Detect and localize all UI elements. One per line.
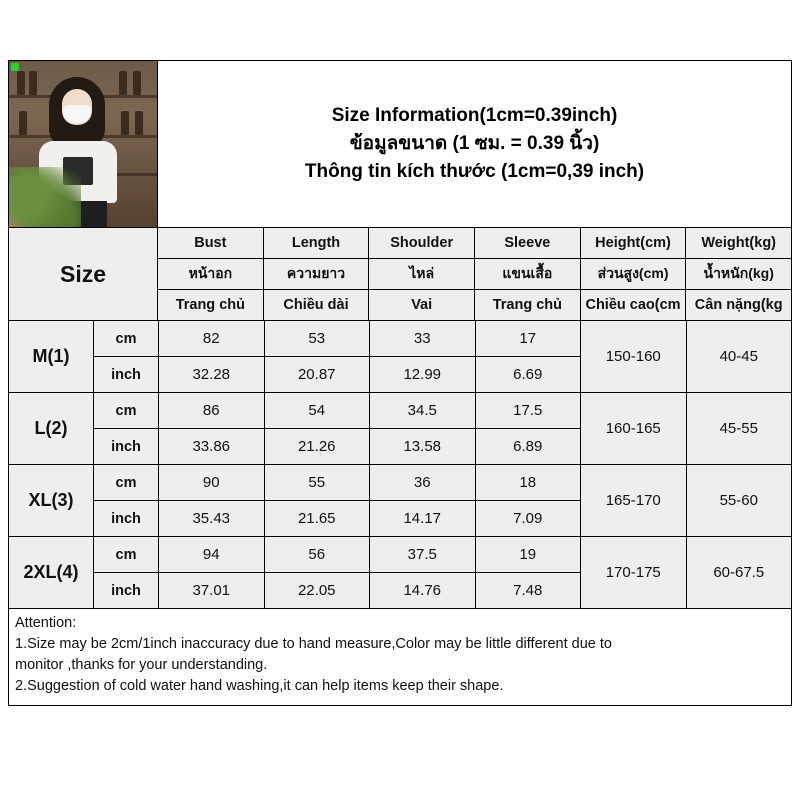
cell-bust-cm: 94 xyxy=(159,537,264,573)
measure-col-bust xyxy=(159,321,265,392)
measure-col-bust xyxy=(159,537,265,608)
measurement-cells xyxy=(159,465,791,536)
unit-inch: inch xyxy=(94,429,158,464)
cell-sleeve-inch: 6.89 xyxy=(476,429,581,464)
measure-col-shoulder xyxy=(370,321,476,392)
col-header-bust-vi: Trang chủ xyxy=(158,290,264,320)
unit-column xyxy=(94,465,159,536)
measure-col-shoulder xyxy=(370,465,476,536)
unit-cm: cm xyxy=(94,537,158,573)
column-header-row-vietnamese xyxy=(158,290,791,320)
measurement-cells xyxy=(159,393,791,464)
cell-weight: 55-60 xyxy=(687,465,792,536)
measurement-cells xyxy=(159,321,791,392)
col-header-length-en: Length xyxy=(264,228,370,258)
col-header-sleeve-th: แขนเสื้อ xyxy=(475,259,581,289)
column-header-band xyxy=(9,228,791,321)
unit-column xyxy=(94,393,159,464)
unit-cm: cm xyxy=(94,465,158,501)
unit-inch: inch xyxy=(94,501,158,536)
cell-bust-inch: 37.01 xyxy=(159,573,264,608)
cell-weight: 45-55 xyxy=(687,393,792,464)
unit-column xyxy=(94,321,159,392)
attention-line-2: monitor ,thanks for your understanding. xyxy=(15,657,268,673)
measure-col-sleeve xyxy=(476,321,582,392)
cell-length-cm: 56 xyxy=(265,537,370,573)
bottle-shape xyxy=(133,71,141,95)
attention-note xyxy=(9,609,791,705)
row-size-label: M(1) xyxy=(9,321,94,392)
cell-sleeve-cm: 18 xyxy=(476,465,581,501)
cell-bust-inch: 33.86 xyxy=(159,429,264,464)
table-row xyxy=(9,537,791,609)
measure-col-sleeve xyxy=(476,393,582,464)
col-header-sleeve-vi: Trang chủ xyxy=(475,290,581,320)
cell-shoulder-cm: 37.5 xyxy=(370,537,475,573)
measure-col-bust xyxy=(159,465,265,536)
measure-col-bust xyxy=(159,393,265,464)
cell-height: 170-175 xyxy=(581,537,687,608)
table-row xyxy=(9,465,791,537)
cell-sleeve-inch: 6.69 xyxy=(476,357,581,392)
cell-sleeve-cm: 17.5 xyxy=(476,393,581,429)
bottle-shape xyxy=(135,111,143,135)
attention-heading: Attention: xyxy=(15,615,77,631)
measure-col-length xyxy=(265,321,371,392)
column-header-grid xyxy=(158,228,791,320)
cell-shoulder-cm: 34.5 xyxy=(370,393,475,429)
column-header-row-english xyxy=(158,228,791,259)
row-size-label: 2XL(4) xyxy=(9,537,94,608)
cell-height: 160-165 xyxy=(581,393,687,464)
attention-line-3: 2.Suggestion of cold water hand washing,it can help items keep their shape. xyxy=(15,678,504,694)
col-header-bust-th: หน้าอก xyxy=(158,259,264,289)
cell-length-inch: 21.65 xyxy=(265,501,370,536)
cell-sleeve-inch: 7.09 xyxy=(476,501,581,536)
col-header-weight-en: Weight(kg) xyxy=(686,228,791,258)
measure-col-length xyxy=(265,393,371,464)
title-line-vietnamese: Thông tin kích thước (1cm=0,39 inch) xyxy=(304,161,645,182)
row-size-label: L(2) xyxy=(9,393,94,464)
unit-inch: inch xyxy=(94,573,158,608)
cell-weight: 60-67.5 xyxy=(687,537,792,608)
measure-col-sleeve xyxy=(476,537,582,608)
cell-bust-cm: 82 xyxy=(159,321,264,357)
col-header-height-vi: Chiều cao(cm xyxy=(581,290,687,320)
cell-length-cm: 53 xyxy=(265,321,370,357)
bottle-shape xyxy=(119,71,127,95)
unit-column xyxy=(94,537,159,608)
measure-col-length xyxy=(265,465,371,536)
cell-sleeve-inch: 7.48 xyxy=(476,573,581,608)
model-photo xyxy=(9,61,158,227)
col-header-length-vi: Chiều dài xyxy=(264,290,370,320)
table-row xyxy=(9,393,791,465)
green-dot-icon xyxy=(11,63,19,71)
cell-shoulder-inch: 14.17 xyxy=(370,501,475,536)
col-header-bust-en: Bust xyxy=(158,228,264,258)
cell-length-inch: 21.26 xyxy=(265,429,370,464)
cell-bust-cm: 90 xyxy=(159,465,264,501)
col-header-length-th: ความยาว xyxy=(264,259,370,289)
cell-bust-cm: 86 xyxy=(159,393,264,429)
measure-col-sleeve xyxy=(476,465,582,536)
title-block xyxy=(158,61,791,227)
cell-bust-inch: 32.28 xyxy=(159,357,264,392)
cell-height: 165-170 xyxy=(581,465,687,536)
cell-length-cm: 55 xyxy=(265,465,370,501)
cell-sleeve-cm: 17 xyxy=(476,321,581,357)
cell-shoulder-cm: 33 xyxy=(370,321,475,357)
bottle-shape xyxy=(121,111,129,135)
measure-col-shoulder xyxy=(370,537,476,608)
cell-length-inch: 20.87 xyxy=(265,357,370,392)
table-row xyxy=(9,321,791,393)
col-header-sleeve-en: Sleeve xyxy=(475,228,581,258)
chart-header xyxy=(9,61,791,228)
cell-shoulder-inch: 13.58 xyxy=(370,429,475,464)
col-header-weight-vi: Cân nặng(kg xyxy=(686,290,791,320)
cell-shoulder-cm: 36 xyxy=(370,465,475,501)
cell-shoulder-inch: 14.76 xyxy=(370,573,475,608)
col-header-height-en: Height(cm) xyxy=(581,228,687,258)
cell-length-inch: 22.05 xyxy=(265,573,370,608)
cell-sleeve-cm: 19 xyxy=(476,537,581,573)
bottle-shape xyxy=(29,71,37,95)
cell-bust-inch: 35.43 xyxy=(159,501,264,536)
unit-inch: inch xyxy=(94,357,158,392)
col-header-weight-th: น้ำหนัก(kg) xyxy=(686,259,791,289)
measure-col-length xyxy=(265,537,371,608)
measure-col-shoulder xyxy=(370,393,476,464)
col-header-shoulder-en: Shoulder xyxy=(369,228,475,258)
cell-shoulder-inch: 12.99 xyxy=(370,357,475,392)
title-line-english: Size Information(1cm=0.39inch) xyxy=(331,105,618,126)
col-header-height-th: ส่วนสูง(cm) xyxy=(581,259,687,289)
cell-height: 150-160 xyxy=(581,321,687,392)
col-header-shoulder-th: ไหล่ xyxy=(369,259,475,289)
column-header-row-thai xyxy=(158,259,791,290)
measurement-cells xyxy=(159,537,791,608)
bottle-shape xyxy=(17,71,25,95)
plant-decoration xyxy=(9,167,81,227)
size-chart-sheet xyxy=(8,60,792,706)
title-line-thai: ข้อมูลขนาด (1 ซม. = 0.39 นิ้ว) xyxy=(349,133,600,154)
unit-cm: cm xyxy=(94,393,158,429)
bottle-shape xyxy=(19,111,27,135)
row-size-label: XL(3) xyxy=(9,465,94,536)
attention-line-1: 1.Size may be 2cm/1inch inaccuracy due to hand measure,Color may be little different due to xyxy=(15,636,612,652)
col-header-shoulder-vi: Vai xyxy=(369,290,475,320)
cell-length-cm: 54 xyxy=(265,393,370,429)
cell-weight: 40-45 xyxy=(687,321,792,392)
unit-cm: cm xyxy=(94,321,158,357)
size-column-label: Size xyxy=(9,228,158,320)
